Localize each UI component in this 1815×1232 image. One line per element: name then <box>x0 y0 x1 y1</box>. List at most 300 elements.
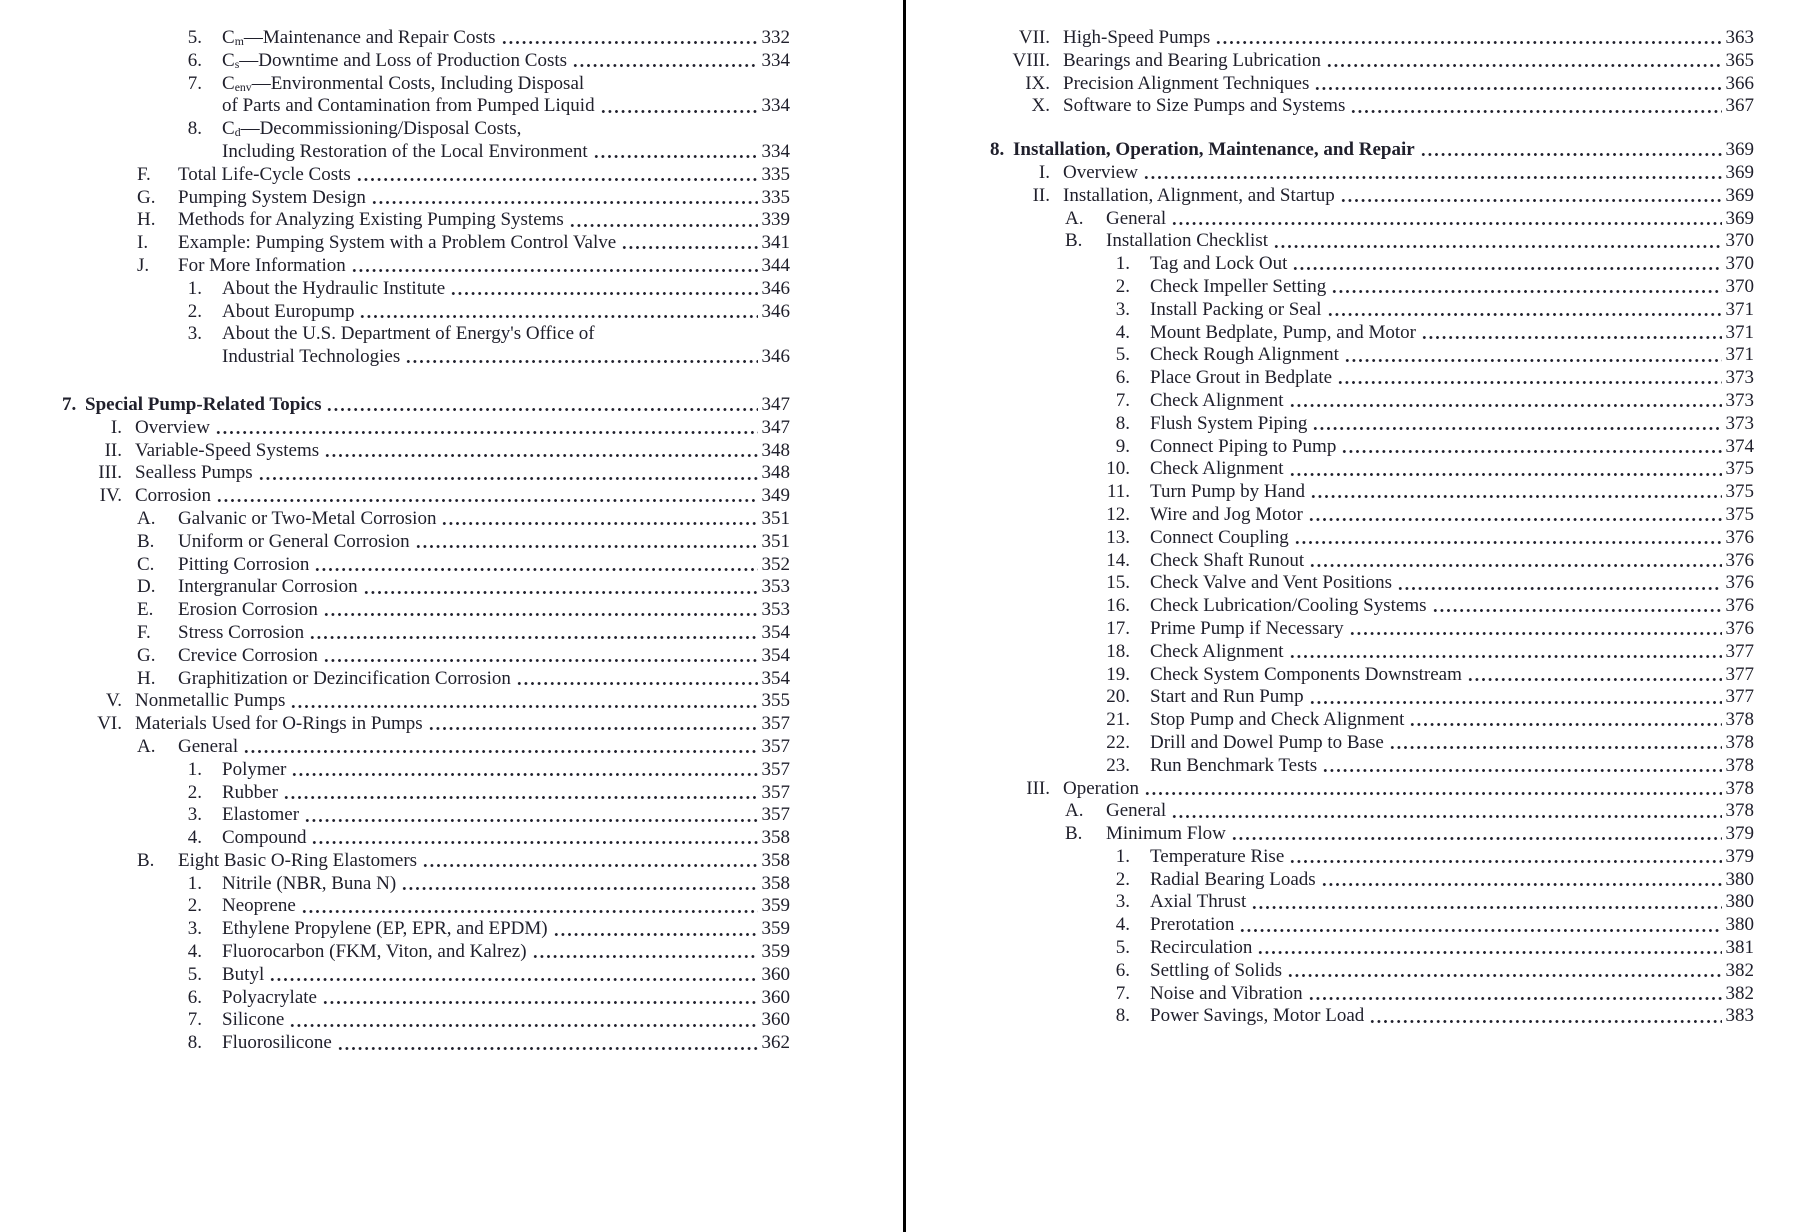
entry-marker: 3. <box>187 323 202 345</box>
toc-entry <box>62 576 790 599</box>
entry-marker: 1. <box>187 872 202 894</box>
page-number: 380 <box>1725 891 1754 913</box>
entry-body <box>1150 891 1754 914</box>
entry-marker: D. <box>137 576 156 598</box>
entry-marker: 9. <box>1115 435 1130 457</box>
dot-leader <box>311 840 757 845</box>
entry-marker: 4. <box>187 827 202 849</box>
dot-leader <box>1251 905 1721 910</box>
toc-entry <box>62 1032 790 1055</box>
entry-marker: 5. <box>1115 344 1130 366</box>
page-number: 365 <box>1725 49 1754 71</box>
toc-entry <box>62 462 790 485</box>
entry-body <box>1063 95 1754 118</box>
dot-leader <box>1309 563 1721 568</box>
entry-label: Temperature Rise <box>1150 845 1285 867</box>
page-number: 352 <box>761 553 790 575</box>
dot-leader <box>1273 244 1721 249</box>
dot-leader <box>1432 608 1722 613</box>
entry-label: Special Pump-Related Topics <box>85 393 322 415</box>
entry-marker: 12. <box>1106 503 1130 525</box>
entry-body <box>1150 276 1754 299</box>
dot-leader <box>289 1023 757 1028</box>
entry-marker: 1. <box>187 758 202 780</box>
entry-label-line: $C_{env}—Environmental$ Costs, Including Disposal <box>222 72 585 94</box>
dot-leader <box>1294 540 1722 545</box>
entry-marker: 21. <box>1106 709 1130 731</box>
toc-entry <box>990 800 1754 823</box>
dot-leader <box>1289 472 1722 477</box>
toc-entry <box>990 732 1754 755</box>
page-number: 378 <box>1725 777 1754 799</box>
page-number: 357 <box>761 735 790 757</box>
toc-entry <box>990 253 1754 276</box>
page-number: 380 <box>1725 914 1754 936</box>
entry-label: Fluorosilicone <box>222 1032 332 1054</box>
entry-body <box>222 918 790 941</box>
entry-body <box>1150 1005 1754 1028</box>
page-number: 335 <box>761 163 790 185</box>
page-number: 363 <box>1725 27 1754 48</box>
toc-entry <box>990 458 1754 481</box>
toc-entry <box>62 394 790 417</box>
toc-entry <box>62 759 790 782</box>
entry-body <box>1063 73 1754 96</box>
page-number: 347 <box>761 393 790 415</box>
toc-entry <box>990 185 1754 208</box>
entry-marker: 8. <box>990 139 1005 161</box>
toc-entry <box>62 118 790 164</box>
entry-label: Example: Pumping System with a Problem Control Valve <box>178 232 617 254</box>
page-number: 376 <box>1725 549 1754 571</box>
entry-marker: II. <box>104 439 122 461</box>
toc-entry <box>62 27 790 50</box>
page-number: 354 <box>761 644 790 666</box>
page-number: 358 <box>761 849 790 871</box>
dot-leader <box>243 749 757 754</box>
page-number: 369 <box>1725 207 1754 229</box>
entry-label: Butyl <box>222 963 265 985</box>
entry-body <box>1150 641 1754 664</box>
entry-marker: 17. <box>1106 617 1130 639</box>
entry-body <box>178 576 790 599</box>
dot-leader <box>428 726 758 731</box>
entry-body <box>1106 230 1754 253</box>
entry-label: Overview <box>135 416 210 438</box>
entry-marker: 1. <box>1115 845 1130 867</box>
dot-leader <box>359 314 757 319</box>
entry-label: $C_s—Downtime$ and Loss of Production Costs <box>222 49 568 71</box>
page-number: 357 <box>761 758 790 780</box>
entry-label: Ethylene Propylene (EP, EPR, and EPDM) <box>222 918 548 940</box>
entry-label: High-Speed Pumps <box>1063 27 1211 48</box>
dot-leader <box>1292 266 1721 271</box>
dot-leader <box>621 245 757 250</box>
dot-leader <box>1289 403 1722 408</box>
entry-marker: 3. <box>1115 891 1130 913</box>
toc-entry <box>62 554 790 577</box>
entry-label: About the Hydraulic Institute <box>222 277 446 299</box>
page-number: 370 <box>1725 275 1754 297</box>
entry-body <box>85 394 790 417</box>
dot-leader <box>337 1046 758 1051</box>
page-number: 381 <box>1725 937 1754 959</box>
toc-entry <box>62 713 790 736</box>
entry-marker: 2. <box>187 300 202 322</box>
entry-marker: 10. <box>1106 458 1130 480</box>
entry-marker: 2. <box>1115 868 1130 890</box>
entry-label: Materials Used for O-Rings in Pumps <box>135 713 423 735</box>
toc-section <box>62 394 790 1055</box>
page-number: 353 <box>761 576 790 598</box>
entry-label-line: About the U.S. Department of Energy's Office of <box>222 323 595 345</box>
page-number: 375 <box>1725 503 1754 525</box>
entry-body <box>1063 162 1754 185</box>
entry-label: Rubber <box>222 781 278 803</box>
page-number: 382 <box>1725 959 1754 981</box>
entry-marker: B. <box>1065 230 1083 252</box>
entry-body <box>1150 322 1754 345</box>
dot-leader <box>532 954 758 959</box>
entry-body <box>1106 823 1754 846</box>
entry-label: Installation Checklist <box>1106 230 1269 252</box>
dot-leader <box>324 453 757 458</box>
entry-body <box>1150 390 1754 413</box>
toc-entry <box>62 873 790 896</box>
entry-label: Drill and Dowel Pump to Base <box>1150 731 1384 753</box>
page-number: 354 <box>761 621 790 643</box>
entry-label: $C_m—Maintenance$ and Repair Costs <box>222 27 496 49</box>
entry-label: Check Impeller Setting <box>1150 275 1327 297</box>
dot-leader <box>1467 677 1722 682</box>
entry-body <box>222 50 790 73</box>
entry-label: Check Valve and Vent Positions <box>1150 572 1393 594</box>
entry-marker: C. <box>137 553 155 575</box>
toc-entry <box>990 322 1754 345</box>
toc-entry <box>990 27 1754 50</box>
entry-body <box>222 873 790 896</box>
toc-entry <box>990 550 1754 573</box>
entry-body <box>222 987 790 1010</box>
entry-label: Settling of Solids <box>1150 959 1282 981</box>
entry-marker: IV. <box>99 485 122 507</box>
entry-marker: 6. <box>1115 959 1130 981</box>
page-number: 377 <box>1725 640 1754 662</box>
entry-marker: A. <box>1065 800 1084 822</box>
entry-body <box>178 645 790 668</box>
dot-leader <box>1322 768 1721 773</box>
dot-leader <box>1287 973 1722 978</box>
page-number: 373 <box>1725 389 1754 411</box>
entry-body <box>1150 595 1754 618</box>
entry-label: Graphitization or Dezincification Corrosion <box>178 667 511 689</box>
toc-entry <box>62 804 790 827</box>
entry-label: Mount Bedplate, Pump, and Motor <box>1150 321 1416 343</box>
toc-entry <box>62 164 790 187</box>
page-number: 377 <box>1725 663 1754 685</box>
toc-entry <box>990 208 1754 231</box>
entry-body <box>178 622 790 645</box>
entry-body <box>135 417 790 440</box>
toc-entry <box>990 95 1754 118</box>
entry-marker: 7. <box>187 1009 202 1031</box>
dot-leader <box>322 1000 758 1005</box>
dot-leader <box>501 40 758 45</box>
dot-leader <box>1308 996 1722 1001</box>
toc-entry <box>62 782 790 805</box>
page-number: 360 <box>761 1009 790 1031</box>
entry-body <box>178 668 790 691</box>
page-number: 370 <box>1725 230 1754 252</box>
page-number: 379 <box>1725 845 1754 867</box>
page-number: 346 <box>761 300 790 322</box>
entry-body <box>1150 732 1754 755</box>
entry-body <box>135 440 790 463</box>
dot-leader <box>600 109 758 114</box>
toc-entry <box>990 983 1754 1006</box>
entry-label: Prime Pump if Necessary <box>1150 617 1344 639</box>
entry-label: Galvanic or Two-Metal Corrosion <box>178 507 437 529</box>
entry-label: Check System Components Downstream <box>1150 663 1462 685</box>
entry-marker: 3. <box>187 918 202 940</box>
dot-leader <box>1331 289 1721 294</box>
page-number: 367 <box>1725 95 1754 117</box>
dot-leader <box>401 886 757 891</box>
page-number: 357 <box>761 804 790 826</box>
toc-entry <box>990 481 1754 504</box>
entry-body <box>1150 344 1754 367</box>
entry-body <box>1150 869 1754 892</box>
toc-entry <box>62 73 790 119</box>
entry-marker: IX. <box>1025 72 1050 94</box>
page-number: 353 <box>761 599 790 621</box>
dot-leader <box>309 635 757 640</box>
dot-leader <box>1389 745 1722 750</box>
entry-label: Connect Coupling <box>1150 526 1289 548</box>
entry-marker: 8. <box>1115 1005 1130 1027</box>
page-number: 346 <box>761 277 790 299</box>
page-number: 371 <box>1725 321 1754 343</box>
page-number: 358 <box>761 872 790 894</box>
toc-entry <box>62 1009 790 1032</box>
dot-leader <box>1397 586 1721 591</box>
toc-entry <box>62 531 790 554</box>
entry-body <box>135 485 790 508</box>
dot-leader <box>323 612 758 617</box>
entry-marker: 5. <box>187 963 202 985</box>
toc-entry <box>62 508 790 531</box>
dot-leader <box>291 772 757 777</box>
entry-label: Variable-Speed Systems <box>135 439 320 461</box>
entry-marker: VI. <box>97 713 122 735</box>
entry-body <box>1106 800 1754 823</box>
page-number: 334 <box>761 140 790 162</box>
page-number: 357 <box>761 781 790 803</box>
page-number: 354 <box>761 667 790 689</box>
toc-entry <box>990 891 1754 914</box>
dot-leader <box>290 704 757 709</box>
entry-marker: 13. <box>1106 526 1130 548</box>
entry-body <box>178 531 790 554</box>
entry-body <box>222 759 790 782</box>
toc-entry <box>62 622 790 645</box>
entry-label: Check Alignment <box>1150 640 1284 662</box>
dot-leader <box>1171 221 1721 226</box>
page-number: 348 <box>761 439 790 461</box>
entry-body <box>1150 436 1754 459</box>
toc-entry <box>990 960 1754 983</box>
entry-body <box>178 209 790 232</box>
toc-entry <box>990 50 1754 73</box>
toc-entry <box>62 323 790 369</box>
toc-entry <box>62 187 790 210</box>
toc-entry <box>990 755 1754 778</box>
entry-body <box>1150 618 1754 641</box>
toc-entry <box>62 827 790 850</box>
entry-body <box>1150 367 1754 390</box>
entry-marker: 16. <box>1106 595 1130 617</box>
toc-section <box>990 27 1754 118</box>
toc-entry <box>990 1005 1754 1028</box>
page-number: 376 <box>1725 617 1754 639</box>
entry-body <box>1063 778 1754 801</box>
entry-marker: III. <box>1026 777 1050 799</box>
toc-entry <box>990 413 1754 436</box>
entry-label: Pitting Corrosion <box>178 553 310 575</box>
toc-entry <box>990 73 1754 96</box>
dot-leader <box>516 681 758 686</box>
entry-label: Nitrile (NBR, Buna N) <box>222 872 397 894</box>
entry-body <box>222 118 790 164</box>
entry-body <box>1150 527 1754 550</box>
entry-marker: 4. <box>187 941 202 963</box>
entry-label: Prerotation <box>1150 914 1235 936</box>
page-number: 374 <box>1725 435 1754 457</box>
entry-label: Radial Bearing Loads <box>1150 868 1316 890</box>
entry-label: Power Savings, Motor Load <box>1150 1005 1365 1027</box>
entry-label: Operation <box>1063 777 1139 799</box>
dot-leader <box>323 658 758 663</box>
dot-leader <box>1409 722 1721 727</box>
entry-label: Polyacrylate <box>222 986 317 1008</box>
entry-body <box>178 232 790 255</box>
dot-leader <box>1327 312 1722 317</box>
entry-marker: I. <box>110 416 122 438</box>
page-number: 335 <box>761 186 790 208</box>
dot-leader <box>1350 109 1721 114</box>
entry-label: Minimum Flow <box>1106 823 1226 845</box>
page-number: 376 <box>1725 526 1754 548</box>
entry-marker: 5. <box>187 27 202 48</box>
entry-marker: G. <box>137 644 156 666</box>
page-number: 341 <box>761 232 790 254</box>
entry-label: Nonmetallic Pumps <box>135 690 286 712</box>
entry-body <box>1150 914 1754 937</box>
entry-label: Erosion Corrosion <box>178 599 318 621</box>
dot-leader <box>356 177 758 182</box>
page-number: 348 <box>761 462 790 484</box>
entry-label: General <box>1106 800 1167 822</box>
entry-body <box>1013 139 1754 162</box>
page-number: 377 <box>1725 686 1754 708</box>
entry-label: Axial Thrust <box>1150 891 1247 913</box>
page-number: 359 <box>761 941 790 963</box>
dot-leader <box>215 430 758 435</box>
entry-marker: F. <box>137 621 151 643</box>
entry-label: Sealless Pumps <box>135 462 253 484</box>
page-number: 362 <box>761 1032 790 1054</box>
page-number: 351 <box>761 507 790 529</box>
toc-entry <box>62 736 790 759</box>
entry-body <box>222 827 790 850</box>
page-number: 355 <box>761 690 790 712</box>
dot-leader <box>1239 928 1721 933</box>
entry-marker: 23. <box>1106 754 1130 776</box>
entry-marker: 8. <box>187 118 202 140</box>
entry-body <box>1150 550 1754 573</box>
entry-marker: 8. <box>1115 412 1130 434</box>
entry-body <box>1150 299 1754 322</box>
entry-marker: 7. <box>1115 389 1130 411</box>
entry-body <box>1150 937 1754 960</box>
page-number: 347 <box>761 416 790 438</box>
entry-body <box>1063 185 1754 208</box>
entry-body <box>1150 253 1754 276</box>
entry-marker: 1. <box>1115 253 1130 275</box>
entry-label: General <box>178 735 239 757</box>
entry-body <box>222 278 790 301</box>
dot-leader <box>441 521 757 526</box>
page-number: 378 <box>1725 754 1754 776</box>
toc-entry <box>990 527 1754 550</box>
toc-entry <box>62 918 790 941</box>
toc-entry <box>62 941 790 964</box>
entry-body <box>135 462 790 485</box>
dot-leader <box>1289 859 1721 864</box>
entry-marker: 22. <box>1106 731 1130 753</box>
page-number: 378 <box>1725 709 1754 731</box>
page-number: 378 <box>1725 800 1754 822</box>
page-number: 382 <box>1725 982 1754 1004</box>
entry-marker: 15. <box>1106 572 1130 594</box>
toc-entry <box>990 139 1754 162</box>
dot-leader <box>1308 517 1722 522</box>
toc-entry <box>62 645 790 668</box>
dot-leader <box>351 268 758 273</box>
entry-label: Elastomer <box>222 804 300 826</box>
page-number: 360 <box>761 963 790 985</box>
page-number: 358 <box>761 827 790 849</box>
page-number: 366 <box>1725 72 1754 94</box>
entry-marker: 3. <box>187 804 202 826</box>
entry-marker: 7. <box>62 393 77 415</box>
page-number: 375 <box>1725 458 1754 480</box>
dot-leader <box>569 223 758 228</box>
entry-marker: 1. <box>187 277 202 299</box>
entry-marker: J. <box>137 254 150 276</box>
entry-marker: I. <box>137 232 149 254</box>
entry-label: Stress Corrosion <box>178 621 305 643</box>
page-number: 351 <box>761 530 790 552</box>
dot-leader <box>1309 700 1722 705</box>
entry-body <box>1106 208 1754 231</box>
toc-section <box>62 27 790 369</box>
entry-body <box>1063 27 1754 50</box>
toc-entry <box>62 50 790 73</box>
entry-label: of Parts and Contamination from Pumped Liquid <box>222 95 595 117</box>
dot-leader <box>1421 335 1722 340</box>
dot-leader <box>1369 1019 1721 1024</box>
